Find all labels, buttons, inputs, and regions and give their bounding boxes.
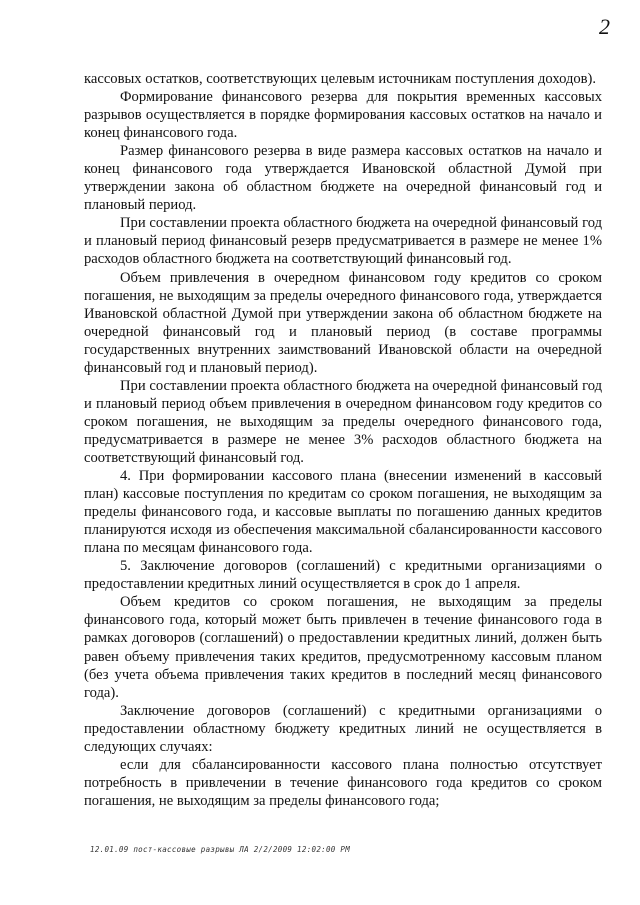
paragraph-2: Формирование финансового резерва для покрытия временных кассовых разрывов осуществляется в порядке формирования кассовых остатков на начало и конец финансового года. [84,89,602,142]
paragraph-4: При составлении проекта областного бюджета на очередной финансовый год и плановый период финансовый резерв предусматривается в размере не менее 1% расходов областного бюджета на соответствующий финансовый год. [84,215,602,268]
page-number: 2 [599,14,610,39]
paragraph-8: 5. Заключение договоров (соглашений) с кредитными организациями о предоставлении кредитных линий осуществляется в срок до 1 апреля. [84,558,602,593]
document-body [84,70,602,810]
paragraph-10: Заключение договоров (соглашений) с кредитными организациями о предоставлении областному бюджету кредитных линий не осуществляется в следующих случаях: [84,702,602,755]
document-footer: 12.01.09 пост-кассовые разрывы ЛА 2/2/2009 12:02:00 PM [90,845,351,854]
paragraph-1: кассовых остатков, соответствующих целевым источникам поступления доходов). [84,71,597,87]
paragraph-11: если для сбалансированности кассового плана полностью отсутствует потребность в привлечении в течение финансового года кредитов со сроком погашения, не выходящим за пределы финансового года; [84,756,602,809]
paragraph-5: Объем привлечения в очередном финансовом году кредитов со сроком погашения, не выходящим за пределы очередного финансового года, утверждается Ивановской областной Думой при утверждении закона об областном бюджете на очередной финансовый год и плановый период (в составе программы государственных внутренних заимствований Ивановской области на очередной финансовый год и плановый период). [84,269,602,376]
paragraph-9: Объем кредитов со сроком погашения, не выходящим за пределы финансового года, который может быть привлечен в течение финансового года в рамках договоров (соглашений) о предоставлении кредитных линий, должен быть равен объему привлечения таких кредитов, предусмотренному кассовым планом (без учета объема привлечения таких кредитов в последний месяц финансового года). [84,594,602,701]
paragraph-3: Размер финансового резерва в виде размера кассовых остатков на начало и конец финансового года утверждается Ивановской областной Думой при утверждении закона об областном бюджете на очередной финансовый год и плановый период. [84,143,602,214]
paragraph-6: При составлении проекта областного бюджета на очередной финансовый год и плановый период объем привлечения в очередном финансовом году кредитов со сроком погашения, не выходящим за пределы очередного финансового года, предусматривается в размере не менее 3% расходов областного бюджета на соответствующий финансовый год. [84,377,602,466]
paragraph-7: 4. При формировании кассового плана (внесении изменений в кассовый план) кассовые поступления по кредитам со сроком погашения, не выходящим за пределы финансового года, и кассовые выплаты по погашению данных кредитов планируются исходя из обеспечения максимальной сбалансированности кассового плана по месяцам финансового года. [84,468,602,557]
